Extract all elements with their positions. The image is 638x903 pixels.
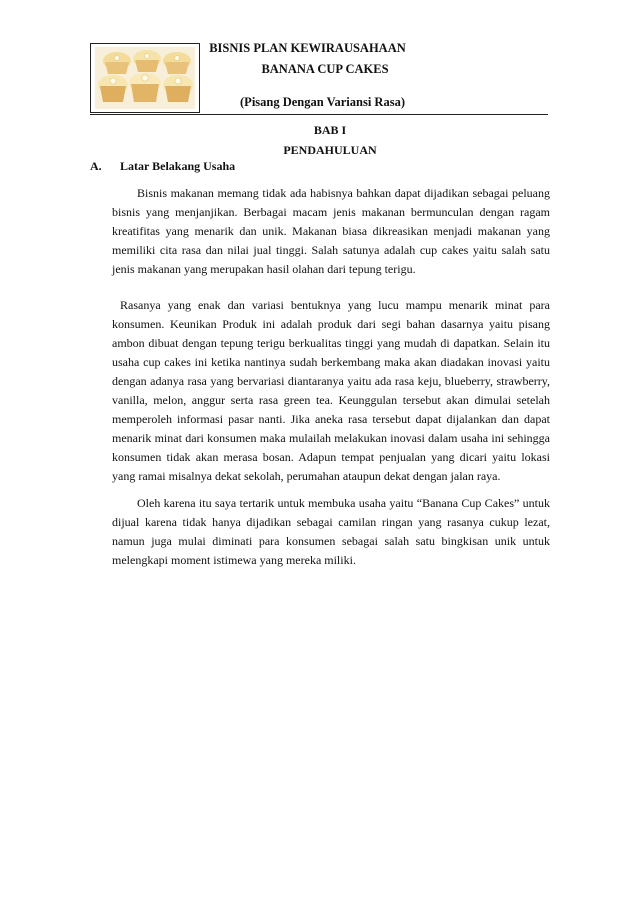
paragraph-1: Bisnis makanan memang tidak ada habisnya bahkan dapat dijadikan sebagai peluang bisnis yang menjanjikan. Berbagai macam jenis makanan bermunculan dengan ragam kreatifitas yang menarik dan unik. Makanan biasa dikreasikan menjadi makanan yang memiliki cita rasa dan nilai jual tinggi. Salah satunya adalah cup cakes yaitu salah satu jenis makanan yang merupakan hasil olahan dari tepung terigu. [112,186,550,276]
paragraph-2: Rasanya yang enak dan variasi bentuknya yang lucu mampu menarik minat para konsumen. Keunikan Produk ini adalah produk dari segi bahan dasarnya yaitu pisang ambon dibuat dengan tepung terigu berkualitas tinggi yang mudah di dapatkan. Selain itu usaha cup cakes ini ketika nantinya sudah berkembang maka akan diadakan inovasi yaitu dengan adanya rasa yang bervariasi diantaranya yaitu ada rasa keju, blueberry, strawberry, vanilla, melon, anggur serta rasa green tea. Keunggulan tersebut akan dimulai setelah memperoleh informasi pasar nanti. Jika aneka rasa tersebut dapat dijalankan dan dapat menarik minat dari konsumen maka mulailah melakukan inovasi dalam usaha ini sehingga konsumen tidak akan merasa bosan. Adapun tempat penjualan yang dicari yaitu lokasi yang ramai misalnya dekat sekolah, perumahan ataupun dekat dengan jalan raya. [112,298,550,483]
header-divider [90,114,548,115]
product-variant: (Pisang Dengan Variansi Rasa) [240,95,405,109]
product-name: BANANA CUP CAKES [261,62,389,76]
chapter-title: PENDAHULUAN [283,143,377,157]
section-heading [90,159,235,174]
header-image-frame [90,43,200,113]
document-title: BISNIS PLAN KEWIRAUSAHAAN [209,41,406,55]
section-number: A. [90,159,102,173]
paragraph-3: Oleh karena itu saya tertarik untuk membuka usaha yaitu “Banana Cup Cakes” untuk dijual karena tidak hanya dijadikan sebagai camilan ringan yang rasanya cukup lezat, namun juga mulai diminati para konsumen sebagai salah satu bingkisan unik untuk melengkapi moment istimewa yang mereka miliki. [112,496,550,567]
chapter-number: BAB I [313,123,347,137]
section-title: Latar Belakang Usaha [120,159,236,173]
cupcake-photo-icon [95,47,195,109]
